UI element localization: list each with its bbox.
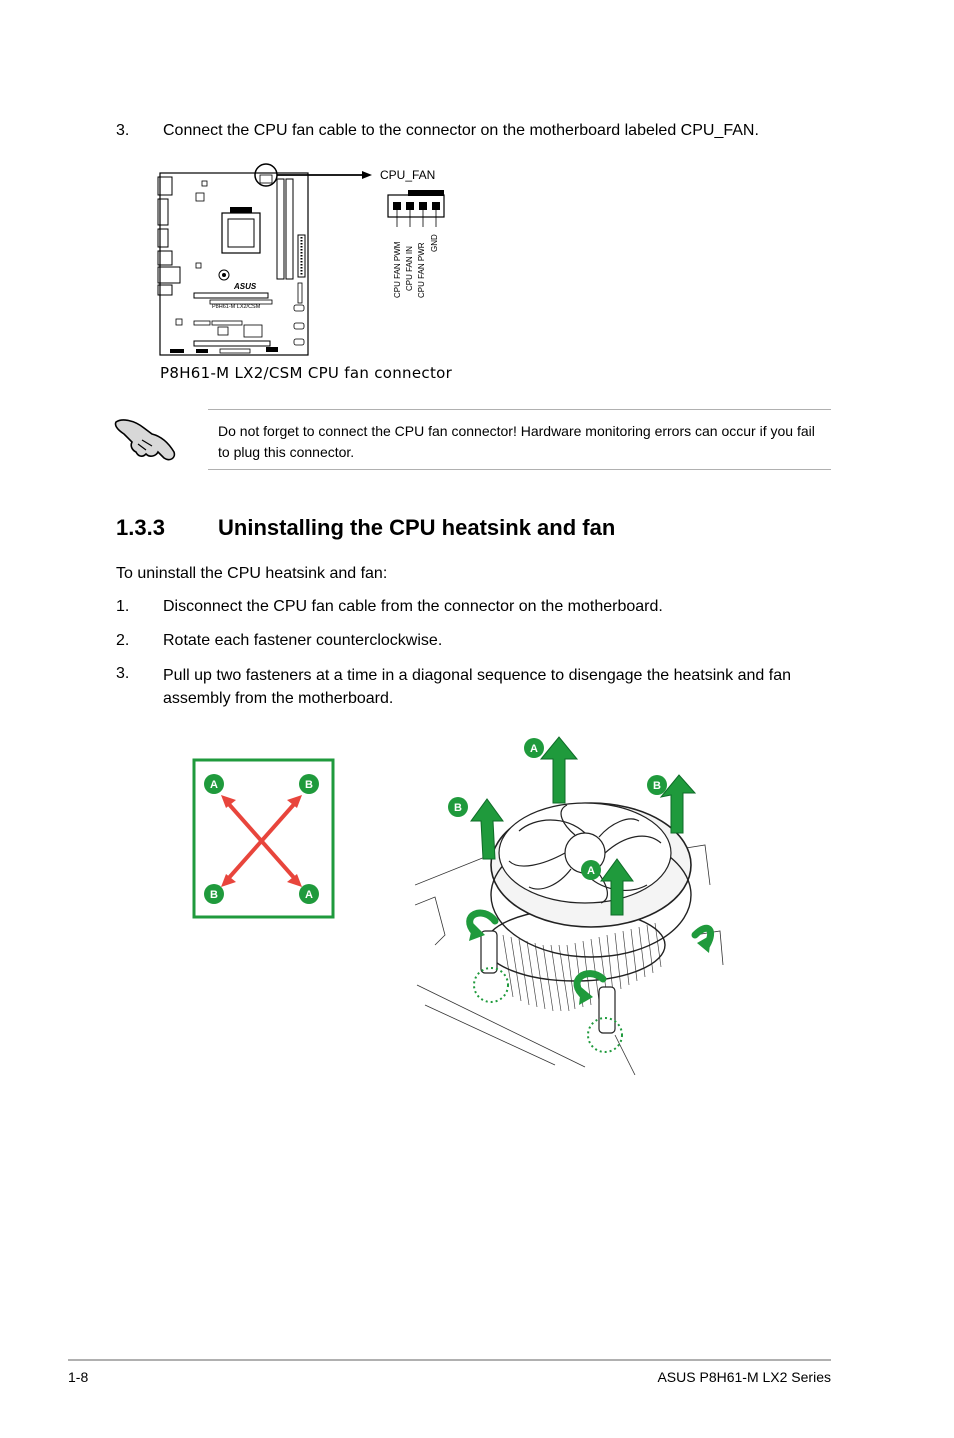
pin-label: CPU FAN IN — [405, 246, 414, 291]
step-text: Disconnect the CPU fan cable from the connector on the motherboard. — [163, 598, 663, 615]
dimm-slot — [277, 179, 284, 279]
step-text: Pull up two fasteners at a time in a diagonal sequence to disengage the heatsink and fan assembly from the motherboard. — [163, 667, 791, 707]
svg-text:B: B — [305, 779, 313, 791]
note-rule-top — [208, 409, 831, 410]
step-text: Connect the CPU fan cable to the connector on the motherboard labeled CPU_FAN. — [163, 122, 759, 139]
intro-text: To uninstall the CPU heatsink and fan: — [116, 565, 388, 582]
footer-title: ASUS P8H61-M LX2 Series — [657, 1369, 831, 1385]
heatsink-badge: A — [587, 865, 595, 877]
hand-pointer-note-icon — [112, 412, 182, 464]
step-text: Rotate each fastener counterclockwise. — [163, 632, 443, 649]
diagonal-sequence-diagram — [192, 758, 336, 920]
footer-page-number: 1-8 — [68, 1369, 89, 1385]
note-rule-bottom — [208, 469, 831, 470]
dimm-slot — [286, 179, 293, 279]
cpu-fan-connector-diagram — [150, 155, 470, 365]
cpu-fan-header-board — [260, 175, 272, 183]
heatsink-badge: B — [454, 802, 462, 814]
step-number: 1. — [116, 598, 130, 615]
connector-label: CPU_FAN — [380, 168, 436, 182]
board-logo: ASUS — [234, 282, 257, 291]
svg-text:A: A — [305, 889, 313, 901]
board-label: P8H61-M LX2/CSM — [212, 304, 261, 310]
footer-rule — [68, 1359, 831, 1361]
note-text: Do not forget to connect the CPU fan connector! Hardware monitoring errors can occur if you fail to plug this connector. — [218, 423, 815, 460]
pin-label: CPU FAN PWM — [393, 241, 402, 298]
pin-label: GND — [430, 234, 439, 252]
svg-text:B: B — [210, 889, 218, 901]
section-title: Uninstalling the CPU heatsink and fan — [218, 515, 616, 540]
heatsink-badge: A — [530, 743, 538, 755]
pin-label: CPU FAN PWR — [417, 242, 426, 298]
svg-text:A: A — [210, 779, 218, 791]
heatsink-badge: B — [653, 780, 661, 792]
step-number: 2. — [116, 632, 130, 649]
heatsink-removal-illustration — [415, 735, 725, 1075]
step-number: 3. — [116, 122, 130, 139]
step-number: 3. — [116, 665, 130, 682]
figure-caption: P8H61-M LX2/CSM CPU fan connector — [160, 364, 453, 382]
section-number: 1.3.3 — [116, 515, 165, 540]
